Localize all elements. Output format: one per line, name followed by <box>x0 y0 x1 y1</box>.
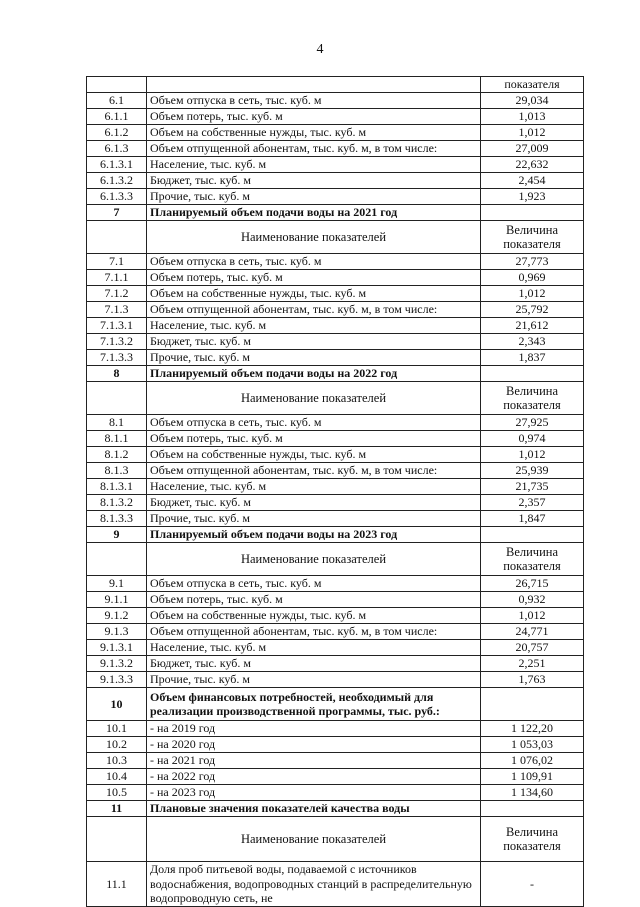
row-number: 11.1 <box>87 862 147 907</box>
row-value: показателя <box>481 77 584 93</box>
row-value: - <box>481 862 584 907</box>
table-row <box>87 479 584 495</box>
row-number: 10.3 <box>87 753 147 769</box>
table-row <box>87 862 584 907</box>
row-value: 1,923 <box>481 189 584 205</box>
row-value <box>481 527 584 543</box>
row-value: 1,763 <box>481 672 584 688</box>
row-value <box>481 366 584 382</box>
row-number: 9.1.3.1 <box>87 640 147 656</box>
row-number: 6.1.3.1 <box>87 157 147 173</box>
row-name: Бюджет, тыс. куб. м <box>147 173 481 189</box>
row-name: Объем отпущенной абонентам, тыс. куб. м, в том числе: <box>147 624 481 640</box>
table-row <box>87 672 584 688</box>
row-number: 10.1 <box>87 721 147 737</box>
row-value: 24,771 <box>481 624 584 640</box>
row-name: Бюджет, тыс. куб. м <box>147 334 481 350</box>
row-value: 20,757 <box>481 640 584 656</box>
row-number: 7.1.3.2 <box>87 334 147 350</box>
row-number: 9.1.3 <box>87 624 147 640</box>
table-row <box>87 93 584 109</box>
row-number: 7.1.3.3 <box>87 350 147 366</box>
row-name: Планируемый объем подачи воды на 2022 год <box>147 366 481 382</box>
table-row <box>87 511 584 527</box>
row-name: Прочие, тыс. куб. м <box>147 350 481 366</box>
row-number: 9.1.2 <box>87 608 147 624</box>
row-value: 27,009 <box>481 141 584 157</box>
table-row <box>87 141 584 157</box>
row-name: - на 2022 год <box>147 769 481 785</box>
row-name: Объем отпущенной абонентам, тыс. куб. м, в том числе: <box>147 302 481 318</box>
row-value: 1 122,20 <box>481 721 584 737</box>
row-name: Объем отпущенной абонентам, тыс. куб. м, в том числе: <box>147 463 481 479</box>
table-row <box>87 608 584 624</box>
row-value: 29,034 <box>481 93 584 109</box>
row-name: Объем потерь, тыс. куб. м <box>147 109 481 125</box>
row-name: Объем на собственные нужды, тыс. куб. м <box>147 286 481 302</box>
row-name: - на 2019 год <box>147 721 481 737</box>
row-name: Объем потерь, тыс. куб. м <box>147 592 481 608</box>
table-row <box>87 350 584 366</box>
table-row <box>87 125 584 141</box>
row-value: Величина показателя <box>481 382 584 415</box>
table-row <box>87 286 584 302</box>
row-value: 1,012 <box>481 125 584 141</box>
row-value: 27,925 <box>481 415 584 431</box>
table-body <box>87 77 584 907</box>
row-number: 6.1.3 <box>87 141 147 157</box>
row-number: 11 <box>87 801 147 817</box>
row-number: 7.1 <box>87 254 147 270</box>
row-name: Объем отпуска в сеть, тыс. куб. м <box>147 415 481 431</box>
row-number <box>87 382 147 415</box>
row-number: 8.1.3.2 <box>87 495 147 511</box>
row-name: Объем отпущенной абонентам, тыс. куб. м, в том числе: <box>147 141 481 157</box>
row-number: 9 <box>87 527 147 543</box>
table-row <box>87 318 584 334</box>
row-number: 7.1.3.1 <box>87 318 147 334</box>
row-number: 8.1 <box>87 415 147 431</box>
row-number: 10 <box>87 688 147 721</box>
row-name: Объем на собственные нужды, тыс. куб. м <box>147 608 481 624</box>
row-value: 1,012 <box>481 286 584 302</box>
row-value: 0,969 <box>481 270 584 286</box>
row-value: 27,773 <box>481 254 584 270</box>
row-name: Прочие, тыс. куб. м <box>147 189 481 205</box>
table-row <box>87 109 584 125</box>
row-name: Объем потерь, тыс. куб. м <box>147 270 481 286</box>
row-value: Величина показателя <box>481 221 584 254</box>
row-value: Величина показателя <box>481 543 584 576</box>
row-name: Объем финансовых потребностей, необходимый для реализации производственной программы, тыс. руб.: <box>147 688 481 721</box>
table-row <box>87 656 584 672</box>
row-number: 6.1 <box>87 93 147 109</box>
row-name: Бюджет, тыс. куб. м <box>147 656 481 672</box>
row-number: 7.1.2 <box>87 286 147 302</box>
row-number: 8.1.3 <box>87 463 147 479</box>
row-name: Население, тыс. куб. м <box>147 157 481 173</box>
row-number: 9.1.3.3 <box>87 672 147 688</box>
row-value <box>481 688 584 721</box>
row-name: - на 2023 год <box>147 785 481 801</box>
row-value: 1 109,91 <box>481 769 584 785</box>
table-row <box>87 254 584 270</box>
row-name: Наименование показателей <box>147 221 481 254</box>
row-value <box>481 801 584 817</box>
row-value: 21,735 <box>481 479 584 495</box>
table-row <box>87 431 584 447</box>
row-value: 2,357 <box>481 495 584 511</box>
section-row <box>87 527 584 543</box>
table-row <box>87 415 584 431</box>
row-value: 25,792 <box>481 302 584 318</box>
table-row <box>87 737 584 753</box>
column-header-row <box>87 817 584 862</box>
row-name: Прочие, тыс. куб. м <box>147 672 481 688</box>
table-row <box>87 640 584 656</box>
row-number: 8.1.1 <box>87 431 147 447</box>
row-value: 25,939 <box>481 463 584 479</box>
row-number: 6.1.2 <box>87 125 147 141</box>
table-row <box>87 753 584 769</box>
row-value: 2,454 <box>481 173 584 189</box>
row-number <box>87 77 147 93</box>
row-number: 8.1.3.3 <box>87 511 147 527</box>
row-number: 10.2 <box>87 737 147 753</box>
row-value: 1,012 <box>481 608 584 624</box>
row-name: Наименование показателей <box>147 543 481 576</box>
section-row <box>87 366 584 382</box>
table-row <box>87 270 584 286</box>
row-name: Доля проб питьевой воды, подаваемой с источников водоснабжения, водопроводных станций в распределительную водопроводную сеть, не <box>147 862 481 907</box>
row-value: 1,013 <box>481 109 584 125</box>
row-value: 1,837 <box>481 350 584 366</box>
row-name: Население, тыс. куб. м <box>147 640 481 656</box>
row-name: - на 2021 год <box>147 753 481 769</box>
table-row <box>87 785 584 801</box>
row-name: Объем на собственные нужды, тыс. куб. м <box>147 447 481 463</box>
row-name: Планируемый объем подачи воды на 2021 год <box>147 205 481 221</box>
row-name: Объем отпуска в сеть, тыс. куб. м <box>147 93 481 109</box>
production-program-table <box>86 76 584 907</box>
row-name: Прочие, тыс. куб. м <box>147 511 481 527</box>
table-row <box>87 463 584 479</box>
row-number: 7 <box>87 205 147 221</box>
row-number <box>87 221 147 254</box>
row-value: 1,012 <box>481 447 584 463</box>
row-value: 1 134,60 <box>481 785 584 801</box>
table-row <box>87 157 584 173</box>
table-row <box>87 769 584 785</box>
row-number: 8 <box>87 366 147 382</box>
row-value: 2,343 <box>481 334 584 350</box>
row-number: 6.1.3.3 <box>87 189 147 205</box>
row-value: 26,715 <box>481 576 584 592</box>
table-row <box>87 189 584 205</box>
row-name: Объем на собственные нужды, тыс. куб. м <box>147 125 481 141</box>
column-header-row <box>87 382 584 415</box>
row-name: Объем отпуска в сеть, тыс. куб. м <box>147 576 481 592</box>
row-value: 1 076,02 <box>481 753 584 769</box>
row-number: 7.1.3 <box>87 302 147 318</box>
row-number: 8.1.3.1 <box>87 479 147 495</box>
row-value: 1,847 <box>481 511 584 527</box>
row-name: Население, тыс. куб. м <box>147 479 481 495</box>
row-name: Наименование показателей <box>147 382 481 415</box>
row-value <box>481 205 584 221</box>
row-name: Планируемый объем подачи воды на 2023 год <box>147 527 481 543</box>
row-value: Величина показателя <box>481 817 584 862</box>
row-name: Население, тыс. куб. м <box>147 318 481 334</box>
row-value: 1 053,03 <box>481 737 584 753</box>
row-number: 7.1.1 <box>87 270 147 286</box>
section-row <box>87 801 584 817</box>
section-row <box>87 688 584 721</box>
row-number: 9.1.1 <box>87 592 147 608</box>
row-name: - на 2020 год <box>147 737 481 753</box>
row-value: 0,974 <box>481 431 584 447</box>
table-row <box>87 721 584 737</box>
column-header-row <box>87 221 584 254</box>
section-row <box>87 205 584 221</box>
table-row <box>87 592 584 608</box>
row-number <box>87 543 147 576</box>
row-number: 6.1.3.2 <box>87 173 147 189</box>
continuation-header-row <box>87 77 584 93</box>
table-row <box>87 302 584 318</box>
table-row <box>87 173 584 189</box>
row-name: Объем отпуска в сеть, тыс. куб. м <box>147 254 481 270</box>
page-number: 4 <box>316 42 324 57</box>
row-number: 9.1 <box>87 576 147 592</box>
row-name: Плановые значения показателей качества воды <box>147 801 481 817</box>
row-name <box>147 77 481 93</box>
row-number: 6.1.1 <box>87 109 147 125</box>
table-row <box>87 334 584 350</box>
row-name: Наименование показателей <box>147 817 481 862</box>
row-value: 0,932 <box>481 592 584 608</box>
row-number <box>87 817 147 862</box>
table-row <box>87 447 584 463</box>
row-name: Объем потерь, тыс. куб. м <box>147 431 481 447</box>
row-value: 21,612 <box>481 318 584 334</box>
row-number: 8.1.2 <box>87 447 147 463</box>
row-number: 10.4 <box>87 769 147 785</box>
row-number: 10.5 <box>87 785 147 801</box>
row-value: 2,251 <box>481 656 584 672</box>
row-name: Бюджет, тыс. куб. м <box>147 495 481 511</box>
row-value: 22,632 <box>481 157 584 173</box>
row-number: 9.1.3.2 <box>87 656 147 672</box>
table-row <box>87 624 584 640</box>
column-header-row <box>87 543 584 576</box>
table-row <box>87 576 584 592</box>
table-row <box>87 495 584 511</box>
